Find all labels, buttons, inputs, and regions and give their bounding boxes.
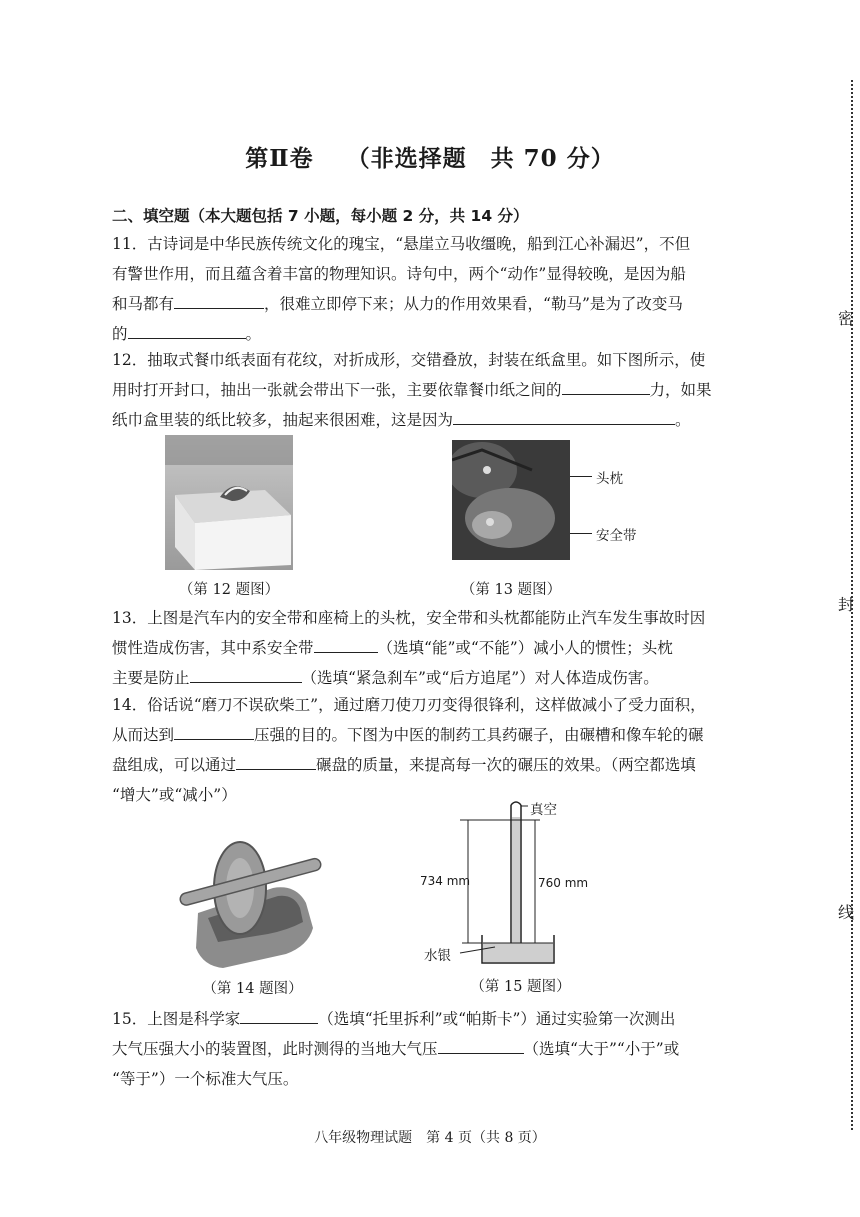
q11-line2: 有警世作用，而且蕴含着丰富的物理知识。诗句中，两个“动作”显得较晚，是因为船 bbox=[112, 265, 686, 283]
margin-char-feng: 封 bbox=[838, 595, 855, 614]
fig13-caption: （第 13 题图） bbox=[460, 582, 562, 598]
question-11 bbox=[112, 229, 752, 349]
q15-line1: 15．上图是科学家 （选填“托里拆利”或“帕斯卡”）通过实验第一次测出 bbox=[112, 1004, 752, 1034]
q14-blank-1[interactable] bbox=[174, 724, 254, 741]
headrest-label: 头枕 bbox=[596, 471, 623, 487]
q12-blank-2[interactable] bbox=[453, 409, 675, 426]
q11-line4: 的 。 bbox=[112, 319, 752, 349]
q11-blank-1[interactable] bbox=[174, 293, 264, 310]
margin-char-mi: 密 bbox=[838, 309, 855, 328]
seatbelt-pointer bbox=[570, 533, 592, 534]
question-14 bbox=[112, 690, 752, 810]
page-title: 第Ⅱ卷 （非选择题 共 70 分） bbox=[245, 145, 615, 172]
margin-char-xian: 线 bbox=[838, 903, 855, 922]
q14-line4: “增大”或“减小”） bbox=[112, 786, 237, 804]
q13-blank-2[interactable] bbox=[190, 667, 302, 684]
q13-line3: 主要是防止 （选填“紧急刹车”或“后方追尾”）对人体造成伤害。 bbox=[112, 663, 752, 693]
q14-line1: 14．俗话说“磨刀不误砍柴工”，通过磨刀使刀刃变得很锋利，这样做减小了受力面积， bbox=[112, 696, 706, 714]
q12-blank-1[interactable] bbox=[562, 379, 650, 396]
q12-line1: 12．抽取式餐巾纸表面有花纹，对折成形，交错叠放，封装在纸盒里。如下图所示，使 bbox=[112, 351, 706, 369]
q15-line3: “等于”）一个标准大气压。 bbox=[112, 1070, 299, 1088]
vacuum-label: 真空 bbox=[530, 802, 557, 818]
question-15 bbox=[112, 1004, 752, 1094]
fig14-caption: （第 14 题图） bbox=[202, 981, 303, 997]
q15-line2: 大气压强大小的装置图，此时测得的当地大气压 （选填“大于”“小于”或 bbox=[112, 1034, 752, 1064]
height-734-label: 734 mm bbox=[420, 874, 471, 888]
question-13 bbox=[112, 603, 752, 693]
medicine-grinder-illustration bbox=[178, 818, 323, 968]
q14-line3: 盘组成，可以通过 碾盘的质量，来提高每一次的碾压的效果。（两空都选填 bbox=[112, 750, 752, 780]
q13-line1: 13．上图是汽车内的安全带和座椅上的头枕，安全带和头枕都能防止汽车发生事故时因 bbox=[112, 609, 706, 627]
height-760-label: 760 mm bbox=[538, 876, 589, 890]
q13-line2: 惯性造成伤害，其中系安全带 （选填“能”或“不能”）减小人的惯性；头枕 bbox=[112, 633, 752, 663]
mercury-label: 水银 bbox=[424, 948, 451, 964]
q12-line3: 纸巾盒里装的纸比较多，抽起来很困难，这是因为 。 bbox=[112, 405, 752, 435]
headrest-pointer bbox=[570, 476, 592, 477]
question-12 bbox=[112, 345, 752, 435]
q14-blank-2[interactable] bbox=[236, 754, 316, 771]
page-footer: 八年级物理试题 第 4 页（共 8 页） bbox=[314, 1130, 546, 1146]
q14-line2: 从而达到 压强的目的。下图为中医的制药工具药碾子，由碾槽和像车轮的碾 bbox=[112, 720, 752, 750]
q11-blank-2[interactable] bbox=[128, 323, 246, 340]
q12-line2: 用时打开封口，抽出一张就会带出下一张，主要依靠餐巾纸之间的 力，如果 bbox=[112, 375, 752, 405]
q15-blank-2[interactable] bbox=[438, 1038, 524, 1055]
q11-line3: 和马都有 ，很难立即停下来；从力的作用效果看，“勒马”是为了改变马 bbox=[112, 289, 752, 319]
car-seat-photo bbox=[452, 440, 570, 560]
q15-blank-1[interactable] bbox=[240, 1008, 318, 1025]
q13-blank-1[interactable] bbox=[314, 637, 378, 654]
tissue-box-photo bbox=[165, 435, 293, 570]
fig15-caption: （第 15 题图） bbox=[470, 979, 571, 995]
section-header: 二、填空题（本大题包括 7 小题，每小题 2 分，共 14 分） bbox=[112, 207, 529, 225]
seatbelt-label: 安全带 bbox=[596, 528, 637, 544]
fig12-caption: （第 12 题图） bbox=[178, 582, 280, 598]
q11-line1: 11．古诗词是中华民族传统文化的瑰宝，“悬崖立马收缰晚，船到江心补漏迟”，不但 bbox=[112, 235, 691, 253]
